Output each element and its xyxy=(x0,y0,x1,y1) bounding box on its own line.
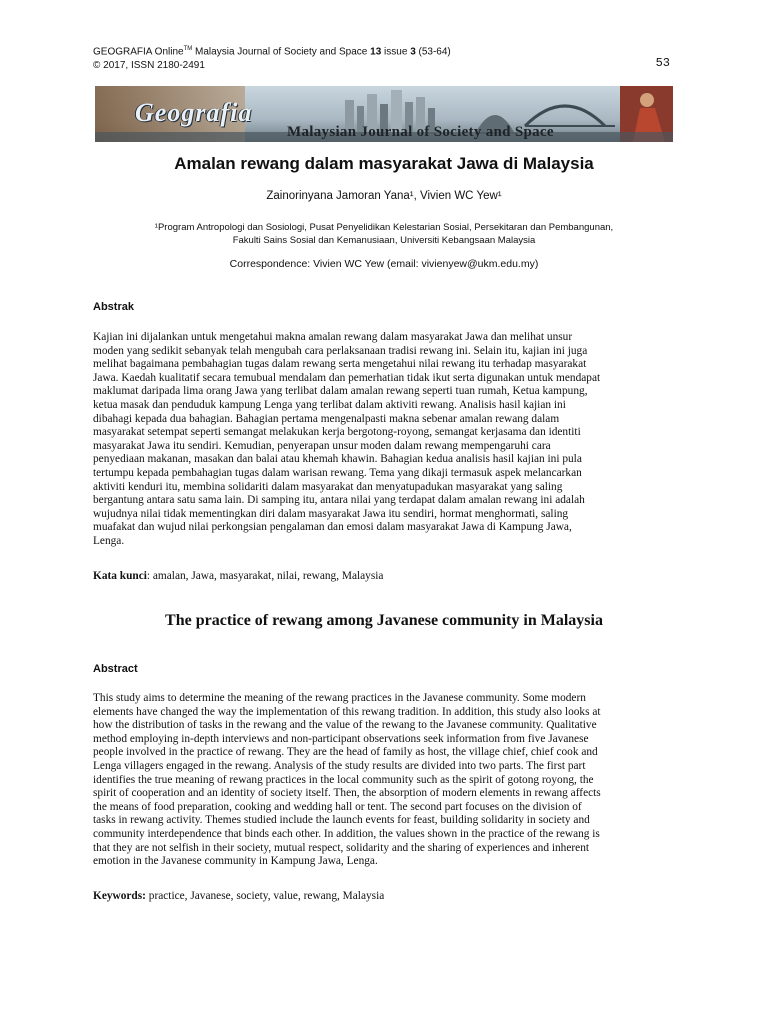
text-line: Lenga. xyxy=(93,534,125,547)
text-line: elements have changed the way the implementation of this rewang tradition. In addition, this study also looks at xyxy=(93,705,601,718)
text-line: method employing in-depth interviews and non-participant observations seek information from five Javanese xyxy=(93,732,589,745)
text-line: tasks in rewang activity. Themes studied include the launch events for feast, building solidarity in society and xyxy=(93,814,590,827)
journal-logo: Geografia xyxy=(135,98,253,127)
text-line: Lenga villagers engaged in the rewang. Analysis of the study results are divided into two parts. The first part xyxy=(93,759,586,772)
abstrak-body xyxy=(93,331,675,549)
keywords xyxy=(93,890,384,902)
text-line: dibahagi kepada dua bahagian. Bahagian pertama mengenalpasti makna sebenar amalan rewang dalam xyxy=(93,412,560,425)
affiliation-line: Fakulti Sains Sosial dan Kemanusiaan, Universiti Kebangsaan Malaysia xyxy=(232,235,536,246)
text-line: emotion in the Javanese community in Kampung Jawa, Lenga. xyxy=(93,855,378,868)
text-line: muafakat dan wujud nilai perkongsian pengalaman dan emosi dalam masyarakat Jawa di Kampung Jawa, xyxy=(93,521,572,534)
text-line: maklumat daripada lima orang Jawa yang terlibat dalam amalan rewang seperti tuan rumah, Ketua kampung, xyxy=(93,385,588,398)
affiliation-line: ¹Program Antropologi dan Sosiologi, Pusat Penyelidikan Kelestarian Sosial, Persekitaran dan Pembangunan, xyxy=(154,222,614,233)
text-line: Kajian ini dijalankan untuk mengetahui makna amalan rewang dalam masyarakat Jawa dan melihat unsur xyxy=(93,331,573,343)
abstract-heading: Abstract xyxy=(93,663,138,675)
text-line: how the distribution of tasks in the rewang and the value of the rewang to the Javanese community. Qualitative xyxy=(93,719,597,732)
text-line: aktiviti kenduri itu, membina solidariti dalam masyarakat dan menyatupadukan masyarakat yang saling xyxy=(93,480,563,493)
journal-citation: GEOGRAFIA Online™ Malaysia Journal of Society and Space 13 issue 3 (53-64) xyxy=(93,46,451,58)
text-line: wujudnya nilai tidak mementingkan diri dalam masyarakat Jawa itu sendiri, hormat menghormati, saling xyxy=(93,507,569,520)
keywords-list: practice, Javanese, society, value, rewang, Malaysia xyxy=(145,890,385,902)
abstrak-heading: Abstrak xyxy=(93,301,134,313)
text-line: masyarakat Jawa itu sendiri. Kemudian, penyerapan unsur moden dalam rewang mempengaruhi cara xyxy=(93,439,551,452)
text-line: ketua masak dan penduduk kampung Lenga yang terlibat dalam aktiviti rewang. Analisis hasil kajian ini xyxy=(93,398,566,411)
text-line: Jawa. Kaedah kualitatif secara temubual mendalam dan pemerhatian tidak ikut serta digunakan untuk mendapat xyxy=(93,371,601,384)
text-line: penyediaan makanan, masakan dan balai atau khemah khawin. Bahagian kedua analisis hasil kajian ini pula xyxy=(93,453,582,466)
kata-kunci xyxy=(93,570,383,582)
text-line: community interdependence that binds each other. In addition, the values shown in the practice of the rewang is xyxy=(93,827,600,840)
english-title: The practice of rewang among Javanese community in Malaysia xyxy=(165,612,603,629)
text-line: that they are not selfish in their society, mutual respect, solidarity and the sharing of experiences and inherent xyxy=(93,841,590,854)
keywords-list: : amalan, Jawa, masyarakat, nilai, rewang, Malaysia xyxy=(146,570,384,582)
text-line: melihat bagaimana pembahagian tugas dalam rewang serta mengetahui nilai rewang itu terhadap masyarakat xyxy=(93,358,587,371)
text-line: people involved in the practice of rewang. They are the head of family as host, the village chief, chief cook and xyxy=(93,746,598,759)
text-line: bergantung antara satu sama lain. Di samping itu, antara nilai yang terdapat dalam amalan rewang ini adalah xyxy=(93,494,585,507)
affiliation xyxy=(120,221,648,247)
text-line: moden yang sedikit sebanyak telah mengubah cara perlaksanaan tradisi rewang ini. Selain itu, kajian ini juga xyxy=(93,344,588,357)
copyright-line: © 2017, ISSN 2180-2491 xyxy=(93,60,205,72)
journal-banner xyxy=(95,86,673,142)
text-line: spirit of cooperation and an identity of society itself. Then, the absorption of modern elements in rewang affects xyxy=(93,787,601,800)
keywords-label: Kata kunci xyxy=(93,570,147,582)
banner-subtitle: Malaysian Journal of Society and Space xyxy=(287,124,554,140)
paper-title: Amalan rewang dalam masyarakat Jawa di Malaysia xyxy=(174,154,594,173)
text-line: This study aims to determine the meaning of the rewang practices in the Javanese community. Some modern xyxy=(93,692,586,704)
authors: Zainorinyana Jamoran Yana¹, Vivien WC Yew¹ xyxy=(266,190,502,202)
keywords-label: Keywords: xyxy=(93,890,146,902)
text-line: masyarakat setempat seperti semangat melakukan kerja bergotong-royong, semangat kerjasama dan identiti xyxy=(93,426,581,439)
page-number: 53 xyxy=(655,56,670,70)
journal-header xyxy=(93,42,451,73)
text-line: the means of food preparation, cooking and wedding hall or tent. The second part focuses on the division of xyxy=(93,800,582,813)
text-line: tertumpu kepada pembahagian tugas dalam warisan rewang. Tema yang dikaji termasuk aspek melancarkan xyxy=(93,466,582,479)
abstract-body xyxy=(93,692,675,869)
text-line: identifies the true meaning of rewang practices in the local community such as the spirit of gotong royong, the xyxy=(93,773,594,786)
correspondence: Correspondence: Vivien WC Yew (email: vivienyew@ukm.edu.my) xyxy=(229,258,539,270)
